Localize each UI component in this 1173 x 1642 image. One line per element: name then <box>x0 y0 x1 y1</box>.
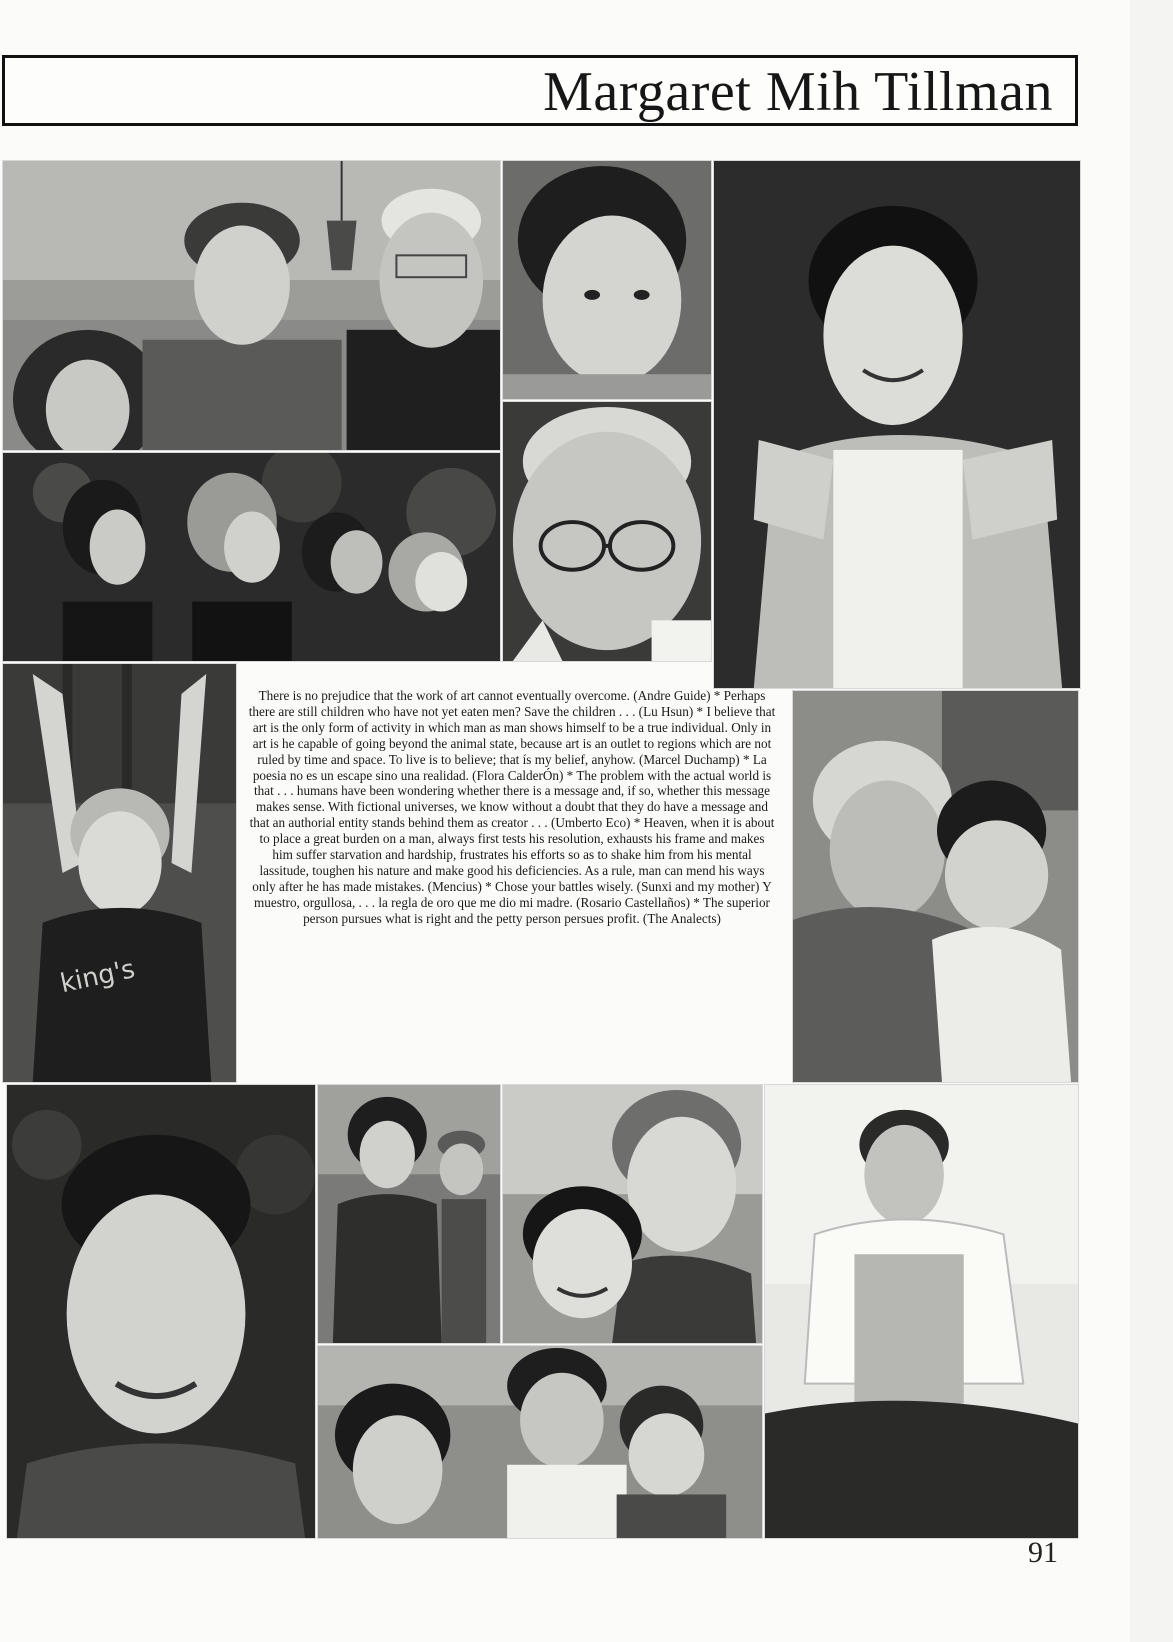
quote-text: There is no prejudice that the work of art cannot eventually overcome. (Andre Guide) * Perhaps there are still children who have not yet eaten men? Save the children . . . (Lu Hsun) * I believe that art is the only form of activity in which man as man shows himself to be a true individual. Only in art is he capable of going beyond the animal state, because art is an outlet to regions which are not ruled by time and space. To live is to believe; that ís my belief, anyhow. (Marcel Duchamp) * La poesia no es un escape sino una realidad. (Flora CalderÓn) * The problem with the actual world is that . . . humans have been wondering whether there is a message and, if so, whether this message makes sense. With fictional universes, we know without a doubt that they do have a message and that an authorial entity stands behind them as creator . . . (Umberto Eco) * Heaven, when it is about to place a great burden on a man, always first tests his resolution, exhausts his frame and makes him suffer starvation and hardship, frustrates his efforts so as to shake him from his mental lassitude, toughen his nature and make good his deficiencies. As a rule, man can mend his ways only after he has made mistakes. (Mencius) * Chose your battles wisely. (Sunxi and my mother) Y muestro, orgullosa, . . . la regla de oro que me dio mi madre. (Rosario Castellaños) * The superior person pursues what is right and the petty person persues profit. (The Analects) <box>248 688 776 926</box>
page-title: Margaret Mih Tillman <box>543 61 1053 123</box>
photo-toddler <box>502 160 712 400</box>
photo-two-children <box>502 1084 763 1344</box>
photo-boy-arms-up <box>2 663 237 1083</box>
photo-grandmother-baby <box>792 690 1079 1083</box>
page-number: 91 <box>1028 1536 1058 1569</box>
photo-woman-portrait <box>6 1084 316 1539</box>
photo-girl-pinafore <box>713 160 1081 689</box>
photo-man-glasses <box>502 401 712 662</box>
photo-three-women <box>317 1345 763 1539</box>
svg-text:king's: king's <box>57 954 138 1000</box>
title-bar <box>2 55 1078 126</box>
photo-woman-and-boy <box>317 1084 501 1344</box>
photo-women-looking-up <box>2 452 501 662</box>
photo-young-man-towel <box>764 1084 1079 1539</box>
photo-family-group <box>2 160 501 451</box>
